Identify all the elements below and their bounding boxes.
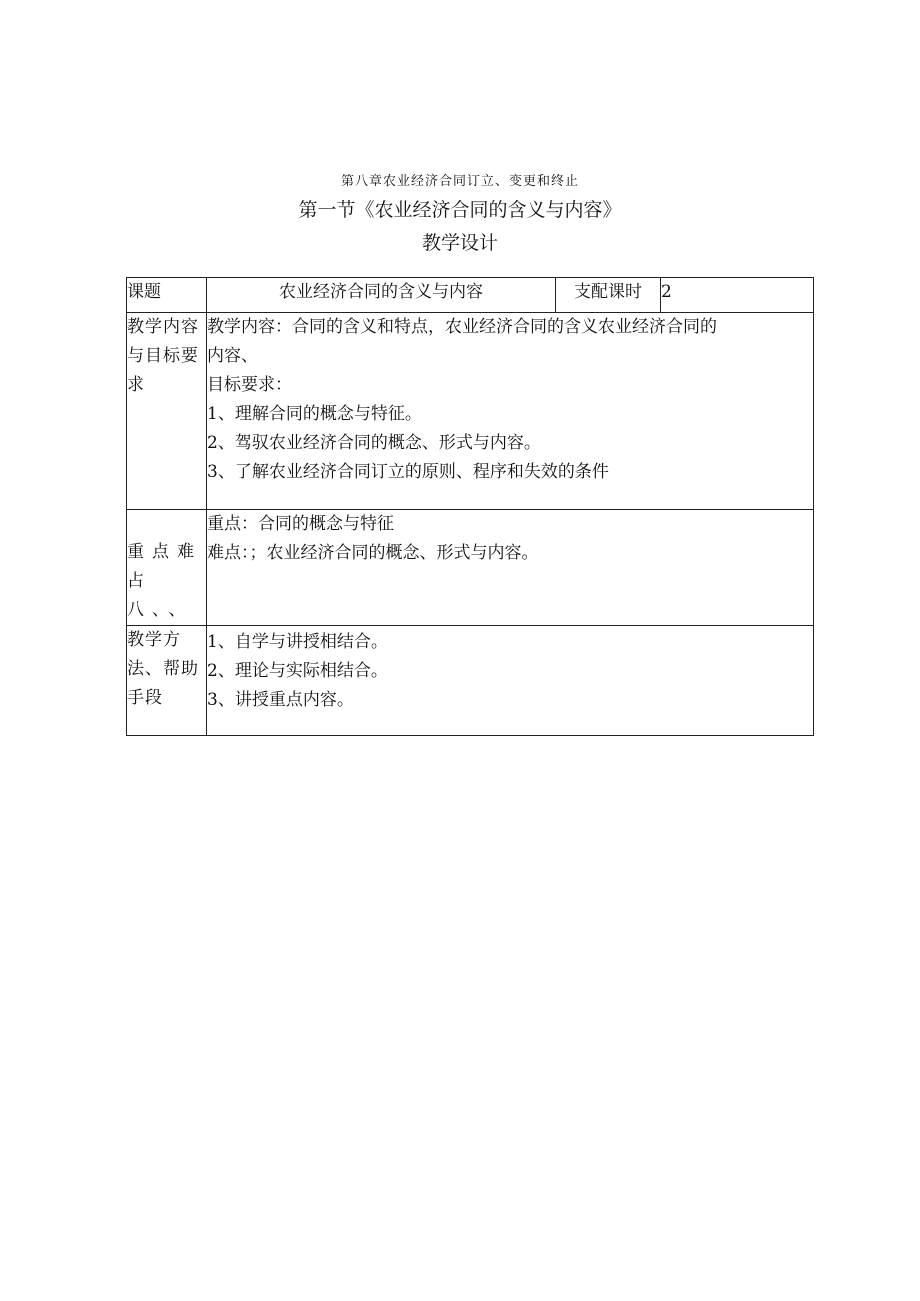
goals-line: 2、驾驭农业经济合同的概念、形式与内容。	[207, 433, 541, 453]
section-title: 第一节《农业经济合同的含义与内容》	[298, 199, 622, 221]
keys-label	[127, 510, 207, 626]
chapter-heading: 第八章农业经济合同订立、变更和终止	[340, 174, 579, 189]
topic-label: 课题	[127, 278, 207, 313]
methods-line: 3、讲授重点内容。	[207, 690, 354, 710]
goals-line: 1、理解合同的概念与特征。	[207, 404, 422, 424]
keys-label-line: 重点难	[127, 542, 202, 562]
methods-content	[207, 626, 814, 736]
table-row-keys	[127, 510, 814, 626]
keys-content	[207, 510, 814, 626]
table-row-goals	[127, 313, 814, 510]
document-title: 教学设计	[421, 232, 498, 254]
keys-line: 难点：；农业经济合同的概念、形式与内容。	[207, 543, 539, 563]
table-row-topic	[127, 278, 814, 313]
hours-value: 2	[661, 278, 814, 313]
keys-line: 重点：合同的概念与特征	[207, 514, 394, 534]
goals-line: 3、了解农业经济合同订立的原则、程序和失效的条件	[207, 462, 609, 482]
methods-line: 2、理论与实际相结合。	[207, 661, 388, 681]
goals-line: 教学内容：合同的含义和特点，农业经济合同的含义农业经济合同的	[207, 317, 717, 337]
goals-line: 目标要求：	[207, 375, 292, 395]
hours-label: 支配课时	[556, 278, 661, 313]
goals-label: 教学内容与目标要求	[127, 313, 207, 510]
methods-line: 1、自学与讲授相结合。	[207, 632, 388, 652]
table-row-methods	[127, 626, 814, 736]
lesson-plan-table	[126, 277, 814, 736]
topic-value: 农业经济合同的含义与内容	[207, 278, 556, 313]
goals-content	[207, 313, 814, 510]
keys-label-line: 占八、、	[127, 571, 194, 620]
goals-line: 内容、	[207, 346, 258, 366]
methods-label: 教学方法、帮助手段	[127, 626, 207, 736]
